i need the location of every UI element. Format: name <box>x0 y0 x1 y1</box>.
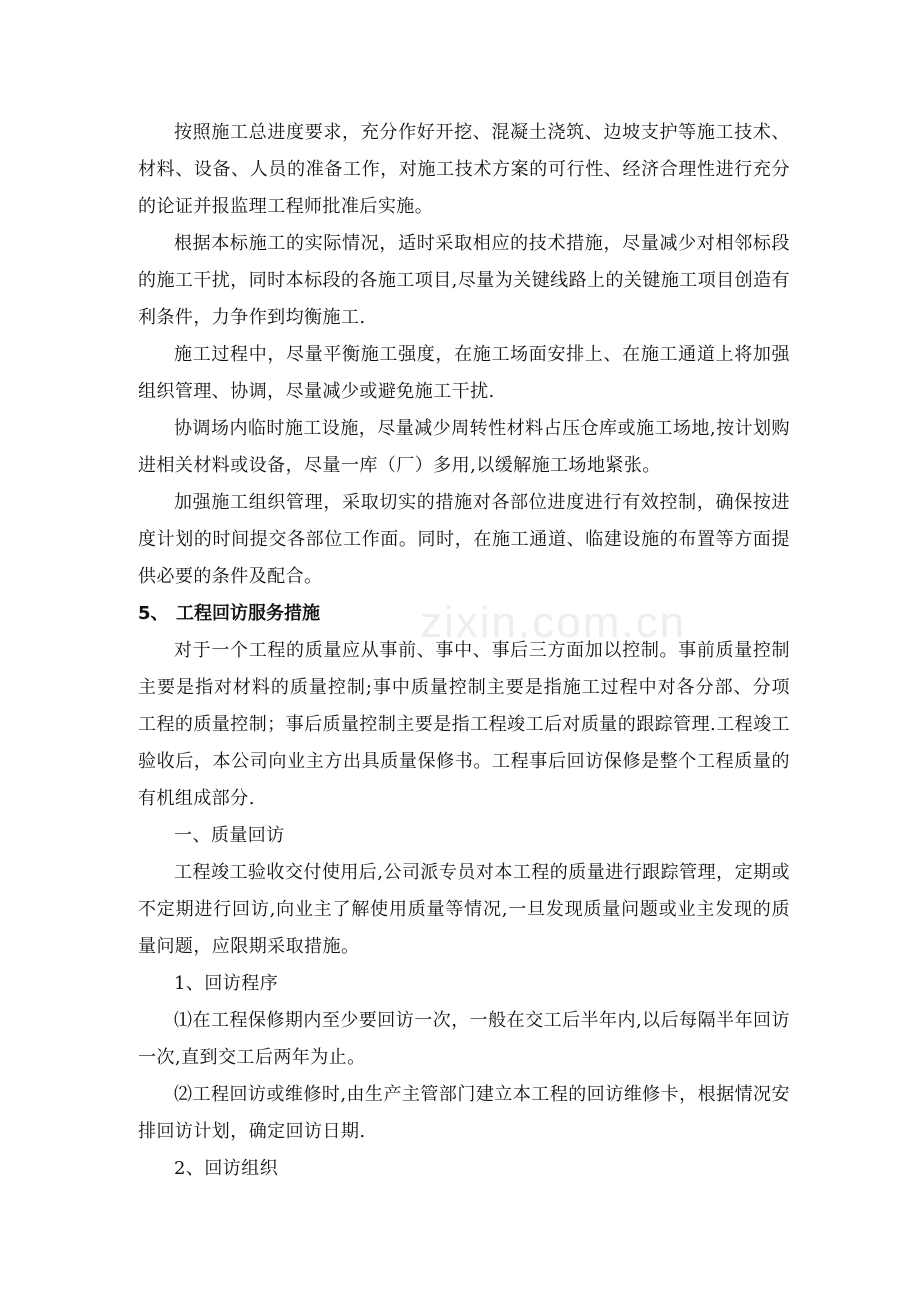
watermark: zixin.com.cn <box>420 598 687 647</box>
section-number: 5、 <box>138 603 169 624</box>
subheading-visit-organization: 2、回访组织 <box>174 1158 279 1179</box>
paragraph: 工程竣工验收交付使用后,公司派专员对本工程的质量进行跟踪管理，定期或不定期进行回访,向业主了解使用质量等情况,一旦发现质量问题或业主发现的质量问题，应限期采取措施。 <box>138 862 790 957</box>
subheading-visit-procedure: 1、回访程序 <box>174 973 279 994</box>
section-heading <box>138 595 790 632</box>
paragraph: 施工过程中，尽量平衡施工强度，在施工场面安排上、在施工通道上将加强组织管理、协调，尽量减少或避免施工干扰. <box>138 344 790 402</box>
list-item: ⑵工程回访或维修时,由生产主管部门建立本工程的回访维修卡，根据情况安排回访计划，确定回访日期. <box>138 1084 790 1142</box>
paragraph: 协调场内临时施工设施，尽量减少周转性材料占压仓库或施工场地,按计划购进相关材料或设备，尽量一库（厂）多用,以缓解施工场地紧张。 <box>138 418 790 476</box>
document-body <box>138 114 790 1187</box>
paragraph: 按照施工总进度要求，充分作好开挖、混凝土浇筑、边坡支护等施工技术、材料、设备、人员的准备工作，对施工技术方案的可行性、经济合理性进行充分的论证并报监理工程师批准后实施。 <box>138 122 790 217</box>
section-title: 工程回访服务措施 <box>176 603 320 624</box>
paragraph: 根据本标施工的实际情况，适时采取相应的技术措施，尽量减少对相邻标段的施工干扰，同时本标段的各施工项目,尽量为关键线路上的关键施工项目创造有利条件，力争作到均衡施工. <box>138 233 790 328</box>
paragraph: 对于一个工程的质量应从事前、事中、事后三方面加以控制。事前质量控制主要是指对材料的质量控制;事中质量控制主要是指施工过程中对各分部、分项工程的质量控制；事后质量控制主要是指工程竣工后对质量的跟踪管理.工程竣工验收后，本公司向业主方出具质量保修书。工程事后回访保修是整个工程质量的有机组成部分. <box>138 640 790 809</box>
paragraph: 加强施工组织管理，采取切实的措施对各部位进度进行有效控制，确保按进度计划的时间提交各部位工作面。同时，在施工通道、临建设施的布置等方面提供必要的条件及配合。 <box>138 492 790 587</box>
subheading-quality-visit: 一、质量回访 <box>174 825 285 846</box>
list-item: ⑴在工程保修期内至少要回访一次，一般在交工后半年内,以后每隔半年回访一次,直到交工后两年为止。 <box>138 1010 790 1068</box>
